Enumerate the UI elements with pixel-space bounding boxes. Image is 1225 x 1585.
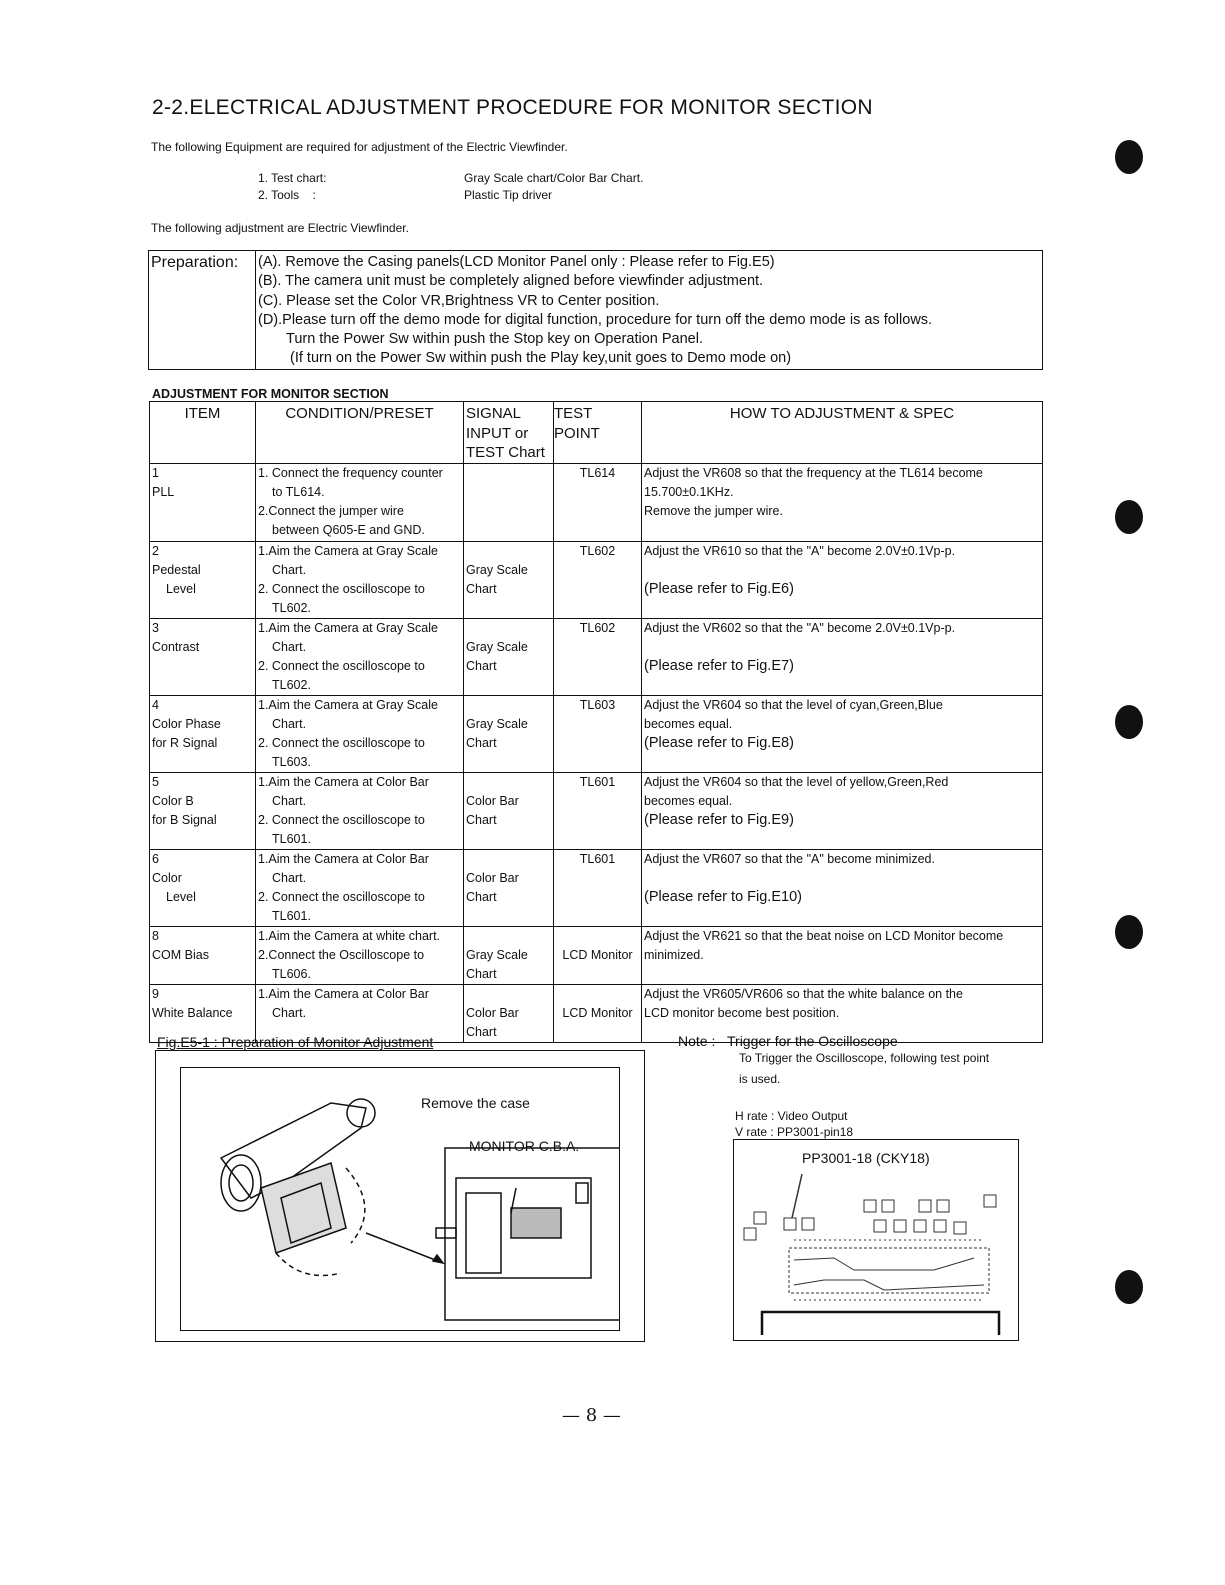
signal-cell-line: Chart — [466, 889, 497, 904]
how-cell — [642, 695, 1043, 772]
item-cell-line: Level — [166, 581, 196, 596]
how-cell-line: minimized. — [644, 947, 704, 962]
signal-cell-line — [466, 464, 551, 483]
condition-cell — [256, 849, 464, 926]
how-cell — [642, 618, 1043, 695]
preparation-box — [148, 250, 1043, 370]
how-cell-line — [644, 561, 1040, 580]
item-cell-line: 6 — [152, 851, 159, 866]
condition-cell — [256, 618, 464, 695]
equipment-2-label: 2. Tools : — [258, 188, 316, 202]
how-cell-line: Adjust the VR610 so that the "A" become 2.0V±0.1Vp-p. — [644, 543, 956, 558]
signal-cell — [464, 695, 554, 772]
header-item: ITEM — [150, 402, 256, 464]
condition-cell-line: TL602. — [272, 677, 311, 692]
condition-cell — [256, 463, 464, 541]
h-rate: H rate : Video Output — [735, 1109, 848, 1123]
item-cell-line: 4 — [152, 697, 159, 712]
signal-cell-line — [466, 985, 551, 1004]
signal-cell — [464, 984, 554, 1042]
condition-cell-line: 1.Aim the Camera at Gray Scale — [258, 697, 438, 712]
table-title: ADJUSTMENT FOR MONITOR SECTION — [152, 387, 389, 401]
v-rate: V rate : PP3001-pin18 — [735, 1125, 854, 1139]
signal-cell — [464, 541, 554, 618]
signal-cell — [464, 772, 554, 849]
item-cell-line: Color Phase — [152, 716, 221, 731]
condition-cell-line: Chart. — [272, 1005, 307, 1020]
test-point-cell: TL601 — [554, 849, 642, 926]
test-point-cell: TL603 — [554, 695, 642, 772]
condition-cell-line: 2. Connect the oscilloscope to — [258, 581, 425, 596]
item-cell-line: 9 — [152, 986, 159, 1001]
how-cell-line: Adjust the VR607 so that the "A" become minimized. — [644, 851, 935, 866]
how-cell-line: Adjust the VR604 so that the level of yellow,Green,Red — [644, 774, 949, 789]
item-cell — [150, 926, 256, 984]
condition-cell-line: 1.Aim the Camera at Color Bar — [258, 986, 429, 1001]
item-cell-line: 8 — [152, 928, 159, 943]
header-how: HOW TO ADJUSTMENT & SPEC — [642, 402, 1043, 464]
table-row — [150, 618, 1043, 695]
signal-cell-line — [466, 850, 551, 869]
condition-cell-line: TL603. — [272, 754, 311, 769]
condition-cell-line: TL601. — [272, 831, 311, 846]
item-cell-line: Level — [166, 889, 196, 904]
signal-cell-line — [466, 483, 551, 502]
item-cell-line: for B Signal — [152, 812, 217, 827]
item-cell-line: 2 — [152, 543, 159, 558]
item-cell-line: Color B — [152, 793, 194, 808]
condition-cell-line: Chart. — [272, 639, 307, 654]
how-cell — [642, 772, 1043, 849]
signal-cell-line: Gray Scale — [466, 562, 528, 577]
condition-cell-line: 2. Connect the oscilloscope to — [258, 735, 425, 750]
camera-illustration — [181, 1068, 619, 1330]
signal-cell-line: Chart — [466, 1024, 497, 1039]
signal-cell-line: Gray Scale — [466, 716, 528, 731]
how-cell — [642, 541, 1043, 618]
condition-cell-line: TL602. — [272, 600, 311, 615]
condition-cell-line: Chart. — [272, 716, 307, 731]
signal-cell-line — [466, 542, 551, 561]
how-cell-line: Adjust the VR605/VR606 so that the white balance on the — [644, 986, 963, 1001]
item-cell-line: White Balance — [152, 1005, 233, 1020]
test-point-cell: TL614 — [554, 463, 642, 541]
signal-cell — [464, 926, 554, 984]
item-cell-line: Contrast — [152, 639, 200, 654]
remove-case-label: Remove the case — [421, 1095, 530, 1111]
how-cell-line — [644, 869, 1040, 888]
item-cell-line: COM Bias — [152, 947, 209, 962]
signal-cell-line: Chart — [466, 658, 497, 673]
pcb-illustration — [734, 1140, 1018, 1340]
table-row — [150, 695, 1043, 772]
page-number: — 8 — — [562, 1405, 621, 1426]
item-cell-line: Color — [152, 870, 182, 885]
how-cell-line: becomes equal. — [644, 716, 733, 731]
signal-cell-line: Gray Scale — [466, 947, 528, 962]
prep-line: (C). Please set the Color VR,Brightness VR to Center position. — [258, 292, 660, 309]
test-point-cell: LCD Monitor — [554, 984, 642, 1042]
how-cell-line: Adjust the VR621 so that the beat noise on LCD Monitor become — [644, 928, 1004, 943]
signal-cell-line — [466, 927, 551, 946]
how-cell-line: Adjust the VR602 so that the "A" become 2.0V±0.1Vp-p. — [644, 620, 956, 635]
pcb-label: PP3001-18 (CKY18) — [802, 1150, 930, 1166]
adjustment-table — [149, 401, 1043, 1043]
signal-cell — [464, 849, 554, 926]
test-point-cell: TL602 — [554, 541, 642, 618]
how-cell — [642, 849, 1043, 926]
header-signal: SIGNAL INPUT or TEST Chart — [464, 402, 554, 464]
prep-line: (A). Remove the Casing panels(LCD Monitor Panel only : Please refer to Fig.E5) — [258, 254, 775, 270]
condition-cell-line: 2. Connect the oscilloscope to — [258, 889, 425, 904]
note-label: Note : — [678, 1033, 716, 1049]
how-cell-line: becomes equal. — [644, 793, 733, 808]
how-cell-line: (Please refer to Fig.E9) — [644, 811, 794, 828]
signal-cell-line: Color Bar — [466, 793, 519, 808]
condition-cell-line: 1.Aim the Camera at Gray Scale — [258, 543, 438, 558]
condition-cell — [256, 926, 464, 984]
item-cell-line: 1 — [152, 465, 159, 480]
signal-cell-line: Chart — [466, 735, 497, 750]
table-row — [150, 926, 1043, 984]
equipment-intro: The following Equipment are required for adjustment of the Electric Viewfinder. — [151, 140, 568, 154]
signal-cell-line — [466, 773, 551, 792]
how-cell-line: LCD monitor become best position. — [644, 1005, 840, 1020]
page-title: 2-2.ELECTRICAL ADJUSTMENT PROCEDURE FOR MONITOR SECTION — [152, 96, 873, 119]
how-cell-line: Adjust the VR604 so that the level of cyan,Green,Blue — [644, 697, 943, 712]
note-text-1: To Trigger the Oscilloscope, following test point — [739, 1051, 990, 1065]
pcb-diagram — [733, 1139, 1019, 1341]
how-cell-line: (Please refer to Fig.E6) — [644, 580, 794, 597]
signal-cell-line — [466, 696, 551, 715]
prep-line: (B). The camera unit must be completely aligned before viewfinder adjustment. — [258, 273, 764, 290]
condition-cell-line: 2. Connect the oscilloscope to — [258, 812, 425, 827]
condition-cell-line: TL606. — [272, 966, 311, 981]
condition-cell-line: Chart. — [272, 870, 307, 885]
how-cell-line: Adjust the VR608 so that the frequency at the TL614 become — [644, 465, 983, 480]
condition-cell — [256, 695, 464, 772]
figure-monitor-adjustment — [155, 1050, 645, 1342]
signal-cell-line: Color Bar — [466, 870, 519, 885]
how-cell-line: (Please refer to Fig.E7) — [644, 657, 794, 674]
condition-cell-line: 1.Aim the Camera at Color Bar — [258, 774, 429, 789]
signal-cell — [464, 618, 554, 695]
preparation-label: Preparation: — [151, 254, 239, 271]
figure-caption: Fig.E5-1 : Preparation of Monitor Adjustment — [157, 1034, 434, 1050]
monitor-cba-label: MONITOR C.B.A. — [469, 1138, 580, 1154]
item-cell-line: 3 — [152, 620, 159, 635]
test-point-cell: LCD Monitor — [554, 926, 642, 984]
equipment-1-label: 1. Test chart: — [258, 171, 327, 185]
how-cell-line: 15.700±0.1KHz. — [644, 484, 734, 499]
condition-cell-line: 1.Aim the Camera at white chart. — [258, 928, 441, 943]
item-cell-line: for R Signal — [152, 735, 218, 750]
prep-line: (D).Please turn off the demo mode for digital function, procedure for turn off the demo mode is as follows. — [258, 311, 933, 328]
note-text-2: is used. — [739, 1072, 781, 1086]
item-cell — [150, 695, 256, 772]
signal-cell-line: Chart — [466, 812, 497, 827]
condition-cell — [256, 772, 464, 849]
prep-line: (If turn on the Power Sw within push the Play key,unit goes to Demo mode on) — [290, 350, 792, 367]
table-row — [150, 541, 1043, 618]
condition-cell-line: 2.Connect the jumper wire — [258, 503, 404, 518]
condition-cell-line: Chart. — [272, 793, 307, 808]
condition-cell-line: 1. Connect the frequency counter — [258, 465, 443, 480]
equipment-1-value: Gray Scale chart/Color Bar Chart. — [464, 171, 644, 185]
signal-cell-line: Chart — [466, 581, 497, 596]
item-cell — [150, 463, 256, 541]
header-condition: CONDITION/PRESET — [256, 402, 464, 464]
how-cell-line: (Please refer to Fig.E10) — [644, 888, 802, 905]
how-cell — [642, 926, 1043, 984]
note-title: Trigger for the Oscilloscope — [727, 1033, 898, 1049]
item-cell — [150, 849, 256, 926]
condition-cell-line: 2. Connect the oscilloscope to — [258, 658, 425, 673]
condition-cell-line: between Q605-E and GND. — [272, 522, 425, 537]
signal-cell-line: Chart — [466, 966, 497, 981]
signal-cell-line — [466, 619, 551, 638]
prep-line: Turn the Power Sw within push the Stop key on Operation Panel. — [286, 331, 703, 348]
condition-cell-line: to TL614. — [272, 484, 325, 499]
item-cell — [150, 772, 256, 849]
condition-cell-line: 1.Aim the Camera at Gray Scale — [258, 620, 438, 635]
header-test-point: TEST POINT — [554, 402, 642, 464]
signal-cell — [464, 463, 554, 541]
signal-cell-line: Gray Scale — [466, 639, 528, 654]
condition-cell-line: 1.Aim the Camera at Color Bar — [258, 851, 429, 866]
equipment-2-value: Plastic Tip driver — [464, 188, 553, 202]
how-cell-line — [644, 638, 1040, 657]
how-cell-line: (Please refer to Fig.E8) — [644, 734, 794, 751]
signal-cell-line: Color Bar — [466, 1005, 519, 1020]
item-cell-line: Pedestal — [152, 562, 201, 577]
how-cell-line: Remove the jumper wire. — [644, 503, 783, 518]
table-row — [150, 772, 1043, 849]
item-cell — [150, 541, 256, 618]
table-row — [150, 849, 1043, 926]
item-cell-line: 5 — [152, 774, 159, 789]
item-cell-line: PLL — [152, 484, 175, 499]
condition-cell — [256, 541, 464, 618]
item-cell — [150, 618, 256, 695]
test-point-cell: TL601 — [554, 772, 642, 849]
table-row — [150, 463, 1043, 541]
condition-cell-line: TL601. — [272, 908, 311, 923]
test-point-cell: TL602 — [554, 618, 642, 695]
how-cell — [642, 463, 1043, 541]
adjust-intro: The following adjustment are Electric Viewfinder. — [151, 221, 409, 235]
condition-cell-line: 2.Connect the Oscilloscope to — [258, 947, 425, 962]
condition-cell-line: Chart. — [272, 562, 307, 577]
